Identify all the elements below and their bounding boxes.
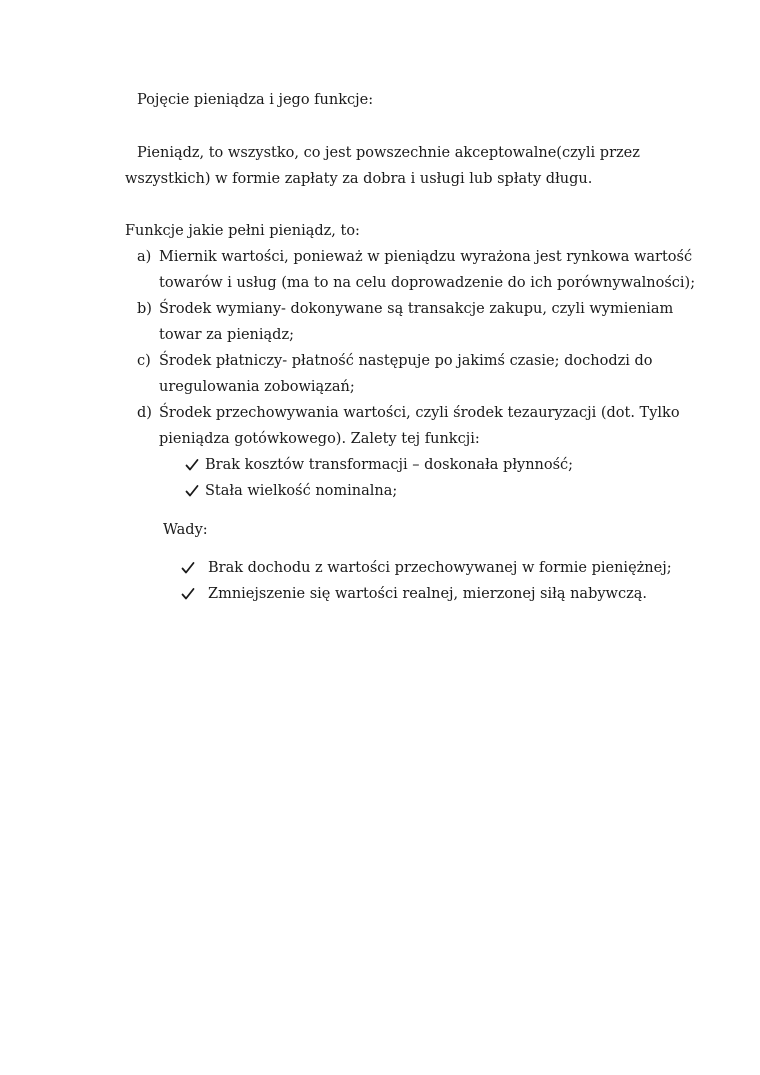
list-item-line: towarów i usług (ma to na celu doprowadzenie do ich porównywalności); <box>159 275 696 291</box>
checkmark-icon <box>185 458 199 472</box>
checkmark-icon <box>185 484 199 498</box>
disadvantage-item: Brak dochodu z wartości przechowywanej w formie pieniężnej; <box>208 560 672 576</box>
functions-intro: Funkcje jakie pełni pieniądz, to: <box>125 223 360 239</box>
list-item-line: Środek wymiany- dokonywane są transakcje zakupu, czyli wymieniam <box>159 301 674 317</box>
list-item-line: Miernik wartości, ponieważ w pieniądzu wyrażona jest rynkowa wartość <box>159 249 693 265</box>
list-marker: c) <box>137 353 151 369</box>
advantage-item: Brak kosztów transformacji – doskonała płynność; <box>205 457 574 473</box>
list-marker: a) <box>137 249 152 265</box>
page-heading: Pojęcie pieniądza i jego funkcje: <box>137 92 374 108</box>
list-marker: d) <box>137 405 152 421</box>
checkmark-icon <box>181 561 195 575</box>
disadvantages-label: Wady: <box>163 522 208 538</box>
advantage-item: Stała wielkość nominalna; <box>205 483 398 499</box>
list-item-line: Środek przechowywania wartości, czyli środek tezauryzacji (dot. Tylko <box>159 405 680 421</box>
list-item-line: Środek płatniczy- płatność następuje po jakimś czasie; dochodzi do <box>159 353 653 369</box>
disadvantage-item: Zmniejszenie się wartości realnej, mierzonej siłą nabywczą. <box>208 586 647 602</box>
list-item-line: towar za pieniądz; <box>159 327 294 343</box>
checkmark-icon <box>181 587 195 601</box>
list-item-line: uregulowania zobowiązań; <box>159 379 355 395</box>
definition-line-1: Pieniądz, to wszystko, co jest powszechnie akceptowalne(czyli przez <box>137 145 640 161</box>
list-item-line: pieniądza gotówkowego). Zalety tej funkcji: <box>159 431 480 447</box>
definition-line-2: wszystkich) w formie zapłaty za dobra i usługi lub spłaty długu. <box>125 171 593 187</box>
list-marker: b) <box>137 301 152 317</box>
